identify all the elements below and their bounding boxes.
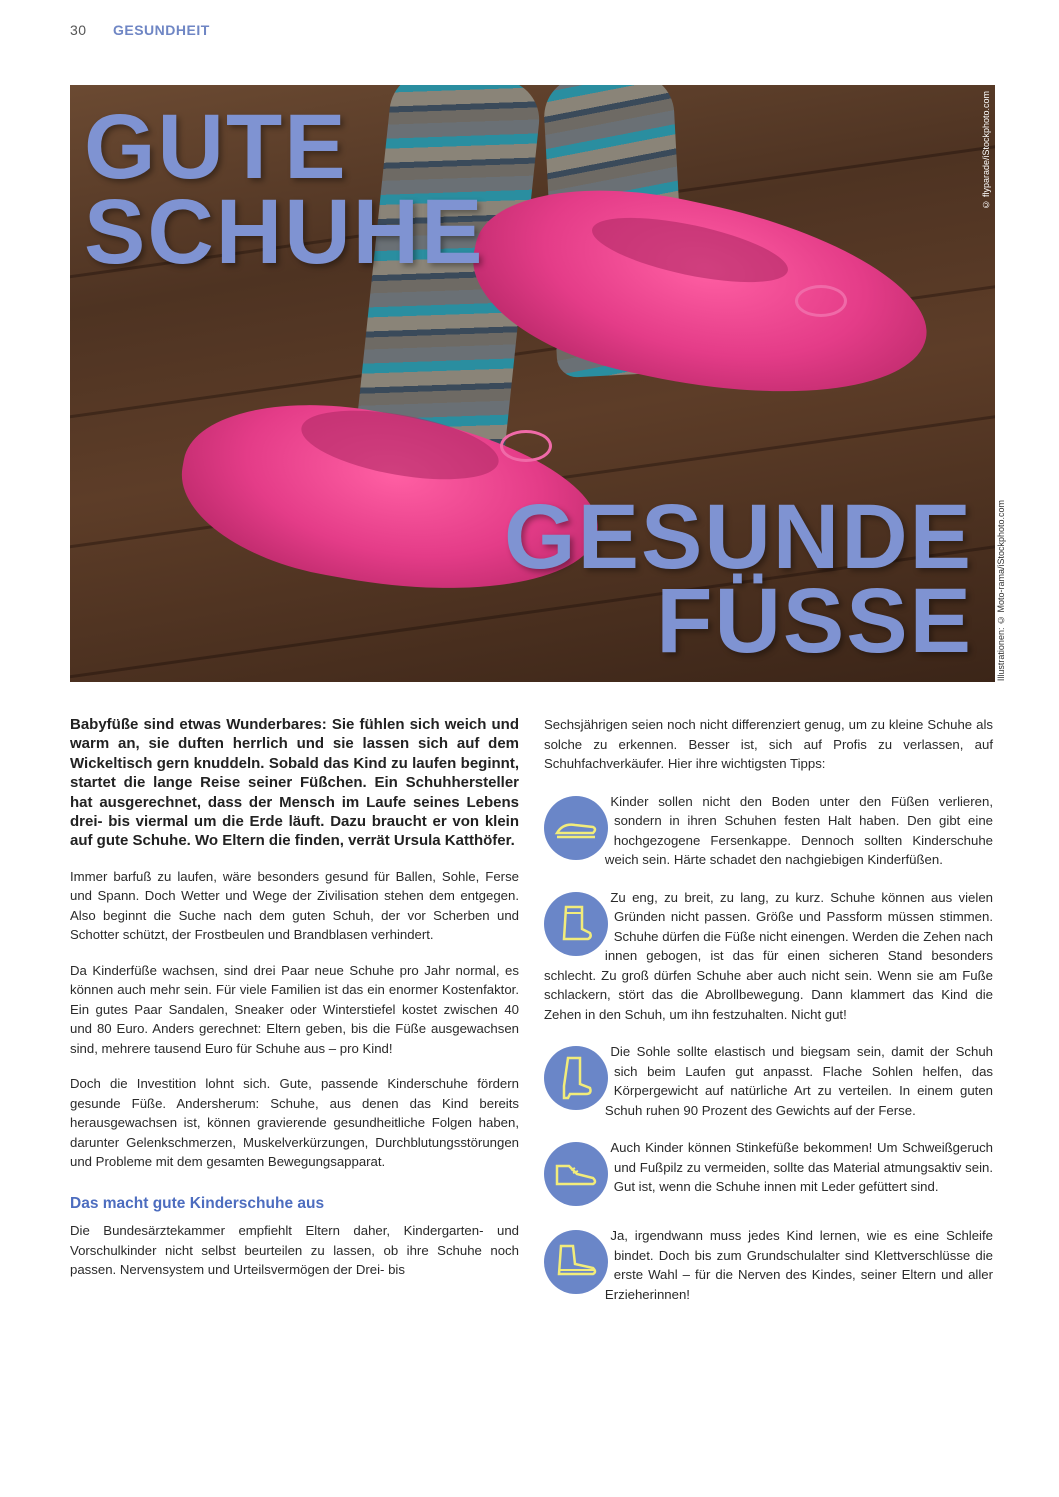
high-top-sneaker-icon — [544, 1230, 608, 1294]
right-shoe — [456, 159, 943, 431]
right-column — [544, 715, 993, 1322]
hero-title-top: GUTE SCHUHE — [84, 96, 485, 283]
paragraph: Immer barfuß zu laufen, wäre besonders gesund für Ballen, Sohle, Ferse und Spann. Doch Wetter und Wege der Zivilisation stehen dem entgegen. Also beginnt die Suche nach dem guten Schuh, der vor Scherben und Schotter schützt, der Frostbeulen und Brandblasen verhindert. — [70, 868, 519, 943]
photo-credit: © flyparade/iStockphoto.com — [981, 91, 991, 210]
paragraph: Doch die Investition lohnt sich. Gute, passende Kinderschuhe fördern gesunde Füße. Andersherum: Schuhe, aus denen das Kind bereits herausgewachsen ist, können gravierende gesundheitliche Folgen haben, darunter Gelenkschmerzen, Muskelverkürzungen, Durchblutungsstörungen und Probleme mit dem gesamten Bewegungsapparat. — [70, 1076, 519, 1170]
tip-text: Ja, irgendwann muss jedes Kind lernen, wie es eine Schleife bindet. Doch bis zum Grundschulalter sind Klettverschlüsse die erste Wahl – für die Nerven des Kindes, seiner Eltern und aller Erzieherinnen! — [604, 1228, 993, 1302]
tip-item — [544, 1226, 993, 1304]
heeled-boot-icon — [544, 1046, 608, 1110]
tip-item — [544, 888, 993, 1025]
tip-item — [544, 792, 993, 870]
subheading: Das macht gute Kinderschuhe aus — [70, 1194, 325, 1212]
tip-text: Die Sohle sollte elastisch und biegsam sein, damit der Schuh sich beim Laufen gut anpasst. Flache Sohlen helfen, das Körpergewicht auf natürliche Art zu verteilen. In einem guten Schuh ruhen 90 Prozent des Gewichts auf der Ferse. — [604, 1044, 993, 1118]
page-number: 30 — [70, 22, 87, 38]
paragraph: Die Bundesärztekammer empfiehlt Eltern daher, Kindergarten- und Vorschulkinder nicht selbst beurteilen zu lassen, ob ihre Schuhe noch passen. Nervensystem und Urteilsvermögen der Drei- bis — [70, 1223, 519, 1278]
tip-text: Zu eng, zu breit, zu lang, zu kurz. Schuhe können aus vielen Gründen nicht passen. Größe und Passform müssen stimmen. Schuhe dürfen die Füße nicht einengen. Werden die Zehen nach innen gebogen, ist das für einen sicheren Stand besonders schlecht. Zu groß dürfen Schuhe aber auch nicht sein. Wenn sie am Fuße schlackern, stört das die Abrollbewegung. Dann klammert das Kind die Zehen in den Schuh, um ihn festzuhalten. Nicht gut! — [544, 889, 993, 1022]
tip-item — [544, 1042, 993, 1120]
illustration-credit: Illustrationen: © Moto-rama/iStockphoto.com — [996, 500, 1006, 682]
left-column — [70, 715, 519, 1296]
lead-paragraph: Babyfüße sind etwas Wunderbares: Sie fühlen sich weich und warm an, sie duften herrlich und sie lassen sich auf dem Wickeltisch gern knuddeln. Sobald das Kind zu laufen beginnt, startet die lange Reise seiner Füßchen. Ein Schuhhersteller hat ausgerechnet, dass der Mensch im Laufe seines Lebens drei- bis viermal um die Erde läuft. Dazu braucht er von klein auf gute Schuhe. Wo Eltern die finden, verrät Ursula Katthöfer. — [70, 716, 519, 850]
paragraph: Da Kinderfüße wachsen, sind drei Paar neue Schuhe pro Jahr normal, es können auch mehr sein. Für viele Familien ist das ein enormer Kostenfaktor. Ein gutes Paar Sandalen, Sneaker oder Winterstiefel kostet zwischen 40 und 80 Euro. Anders gerechnet: Eltern geben, bis die Füße ausgewachsen sind, mehrere tausend Euro für Schuhe aus – pro Kind! — [70, 962, 519, 1056]
section-title: GESUNDHEIT — [112, 22, 210, 38]
hero-title-bottom: GESUNDE FÜSSE — [504, 485, 973, 673]
page-header — [70, 22, 210, 38]
tip-text: Auch Kinder können Stinkefüße bekommen! Um Schweißgeruch und Fußpilz zu vermeiden, sollte das Material atmungsaktiv sein. Gut ist, wenn die Schuhe innen mit Leder gefüttert sind. — [610, 1140, 993, 1194]
hero-image — [70, 85, 995, 682]
tip-text: Kinder sollen nicht den Boden unter den Füßen verlieren, sondern in ihren Schuhen festen Halt haben. Den gibt eine hochgezogene Fersenkappe. Dennoch sollten Kinderschuhe weich sein. Härte schadet den nachgiebigen Kinderfüßen. — [604, 793, 993, 867]
paragraph: Sechsjährigen seien noch nicht differenziert genug, um zu kleine Schuhe als solche zu erkennen. Besser ist, sich auf Profis zu verlassen, auf Schuhfachverkäufer. Hier ihre wichtigsten Tipps: — [544, 717, 993, 771]
tip-item — [544, 1138, 993, 1208]
boot-icon — [544, 892, 608, 956]
slipper-icon — [544, 796, 608, 860]
sneaker-icon — [544, 1142, 608, 1206]
